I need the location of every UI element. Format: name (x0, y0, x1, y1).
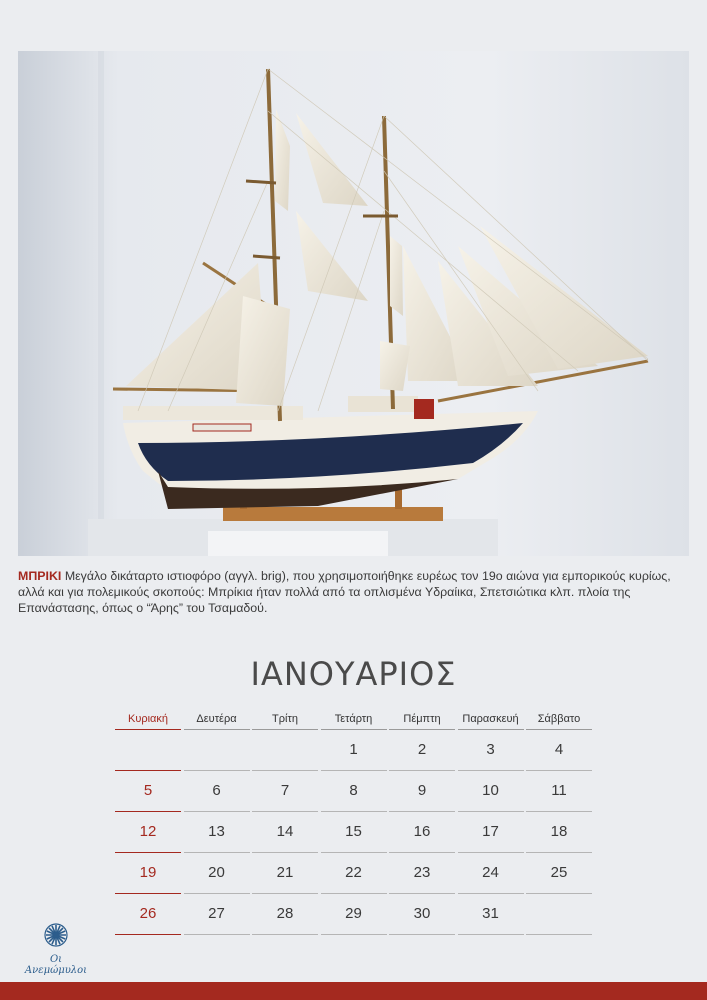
day-cell: 20 (184, 853, 250, 894)
windmill-wheel-icon (44, 923, 68, 947)
day-cell: 26 (115, 894, 181, 935)
day-cell: 16 (389, 812, 455, 853)
day-cell: 12 (115, 812, 181, 853)
day-cell: 25 (526, 853, 592, 894)
caption-title: ΜΠΡΙΚΙ (18, 569, 62, 583)
weekday-header: Τρίτη (252, 710, 318, 730)
day-cell: 29 (321, 894, 387, 935)
logo-name: Οι Ανεμώμυλοι (24, 954, 88, 976)
empty-day-cell (115, 730, 181, 771)
day-cell: 14 (252, 812, 318, 853)
day-cell: 2 (389, 730, 455, 771)
day-cell: 19 (115, 853, 181, 894)
weekday-header: Πέμπτη (389, 710, 455, 730)
weekday-header: Παρασκευή (458, 710, 524, 730)
day-cell: 9 (389, 771, 455, 812)
day-cell: 28 (252, 894, 318, 935)
day-cell: 13 (184, 812, 250, 853)
ship-photo (18, 51, 689, 556)
empty-day-cell (184, 730, 250, 771)
day-cell: 11 (526, 771, 592, 812)
caption (18, 568, 690, 616)
day-cell: 15 (321, 812, 387, 853)
day-cell: 23 (389, 853, 455, 894)
day-cell: 31 (458, 894, 524, 935)
day-cell: 30 (389, 894, 455, 935)
ship-model-illustration (18, 51, 689, 556)
logo (20, 923, 92, 976)
day-cell: 10 (458, 771, 524, 812)
day-cell: 22 (321, 853, 387, 894)
day-cell: 1 (321, 730, 387, 771)
day-cell: 27 (184, 894, 250, 935)
calendar-grid (115, 710, 592, 935)
empty-day-cell (252, 730, 318, 771)
weekday-header: Σάββατο (526, 710, 592, 730)
day-cell: 7 (252, 771, 318, 812)
weekday-header: Κυριακή (115, 710, 181, 730)
day-cell: 17 (458, 812, 524, 853)
empty-day-cell (526, 894, 592, 935)
day-cell: 6 (184, 771, 250, 812)
day-cell: 24 (458, 853, 524, 894)
day-cell: 8 (321, 771, 387, 812)
weekday-header: Τετάρτη (321, 710, 387, 730)
day-cell: 21 (252, 853, 318, 894)
day-cell: 4 (526, 730, 592, 771)
day-cell: 5 (115, 771, 181, 812)
month-title: ΙΑΝΟΥΑΡΙΟΣ (250, 655, 457, 693)
footer-bar (0, 982, 707, 1000)
day-cell: 3 (458, 730, 524, 771)
caption-text: Μεγάλο δικάταρτο ιστιοφόρο (αγγλ. brig), που χρησιμοποιήθηκε ευρέως τον 19ο αιώνα για εμπορικούς κυρίως, αλλά και για πολεμικούς σκοπούς: Μπρίκια ήταν πολλά από τα οπλισμένα Υδραίικα, Σπετσιώτικα κλπ. πλοία της Επανάστασης, όπως ο “Άρης” του Τσαμαδού. (18, 569, 671, 615)
day-cell: 18 (526, 812, 592, 853)
weekday-header: Δευτέρα (184, 710, 250, 730)
